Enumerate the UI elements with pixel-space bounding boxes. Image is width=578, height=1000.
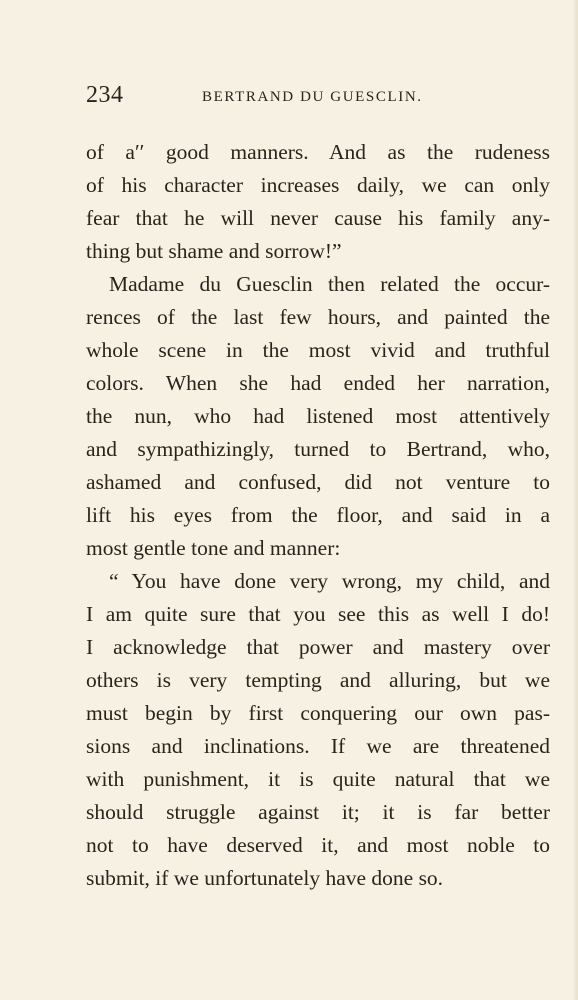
text-line: fear that he will never cause his family any- <box>86 206 550 230</box>
text-line: must begin by first conquering our own pas- <box>86 701 550 725</box>
running-head <box>86 82 548 116</box>
text-line: most gentle tone and manner: <box>86 536 341 560</box>
page-edge <box>572 0 578 1000</box>
body-text <box>86 136 550 895</box>
text-line: Madame du Guesclin then related the occur- <box>109 272 550 296</box>
text-line: I am quite sure that you see this as well I do! <box>86 602 550 626</box>
text-line: not to have deserved it, and most noble to <box>86 833 550 857</box>
page-number: 234 <box>86 82 124 108</box>
text-line: “ You have done very wrong, my child, and <box>109 569 550 593</box>
text-line: and sympathizingly, turned to Bertrand, who, <box>86 437 550 461</box>
text-line: should struggle against it; it is far better <box>86 800 550 824</box>
text-line: ashamed and confused, did not venture to <box>86 470 550 494</box>
text-line: sions and inclinations. If we are threatened <box>86 734 550 758</box>
text-line: colors. When she had ended her narration, <box>86 371 550 395</box>
text-line: submit, if we unfortunately have done so. <box>86 866 444 890</box>
running-title: BERTRAND DU GUESCLIN. <box>202 89 423 105</box>
text-line: of his character increases daily, we can only <box>86 173 550 197</box>
text-line: the nun, who had listened most attentively <box>86 404 550 428</box>
text-line: others is very tempting and alluring, but we <box>86 668 550 692</box>
text-line: rences of the last few hours, and painted the <box>86 305 550 329</box>
text-line: of aʹʹ good manners. And as the rudeness <box>86 140 550 164</box>
text-line: with punishment, it is quite natural that we <box>86 767 550 791</box>
text-line: thing but shame and sorrow!” <box>86 239 342 263</box>
text-line: lift his eyes from the floor, and said in a <box>86 503 550 527</box>
text-line: I acknowledge that power and mastery over <box>86 635 550 659</box>
text-line: whole scene in the most vivid and truthful <box>86 338 550 362</box>
